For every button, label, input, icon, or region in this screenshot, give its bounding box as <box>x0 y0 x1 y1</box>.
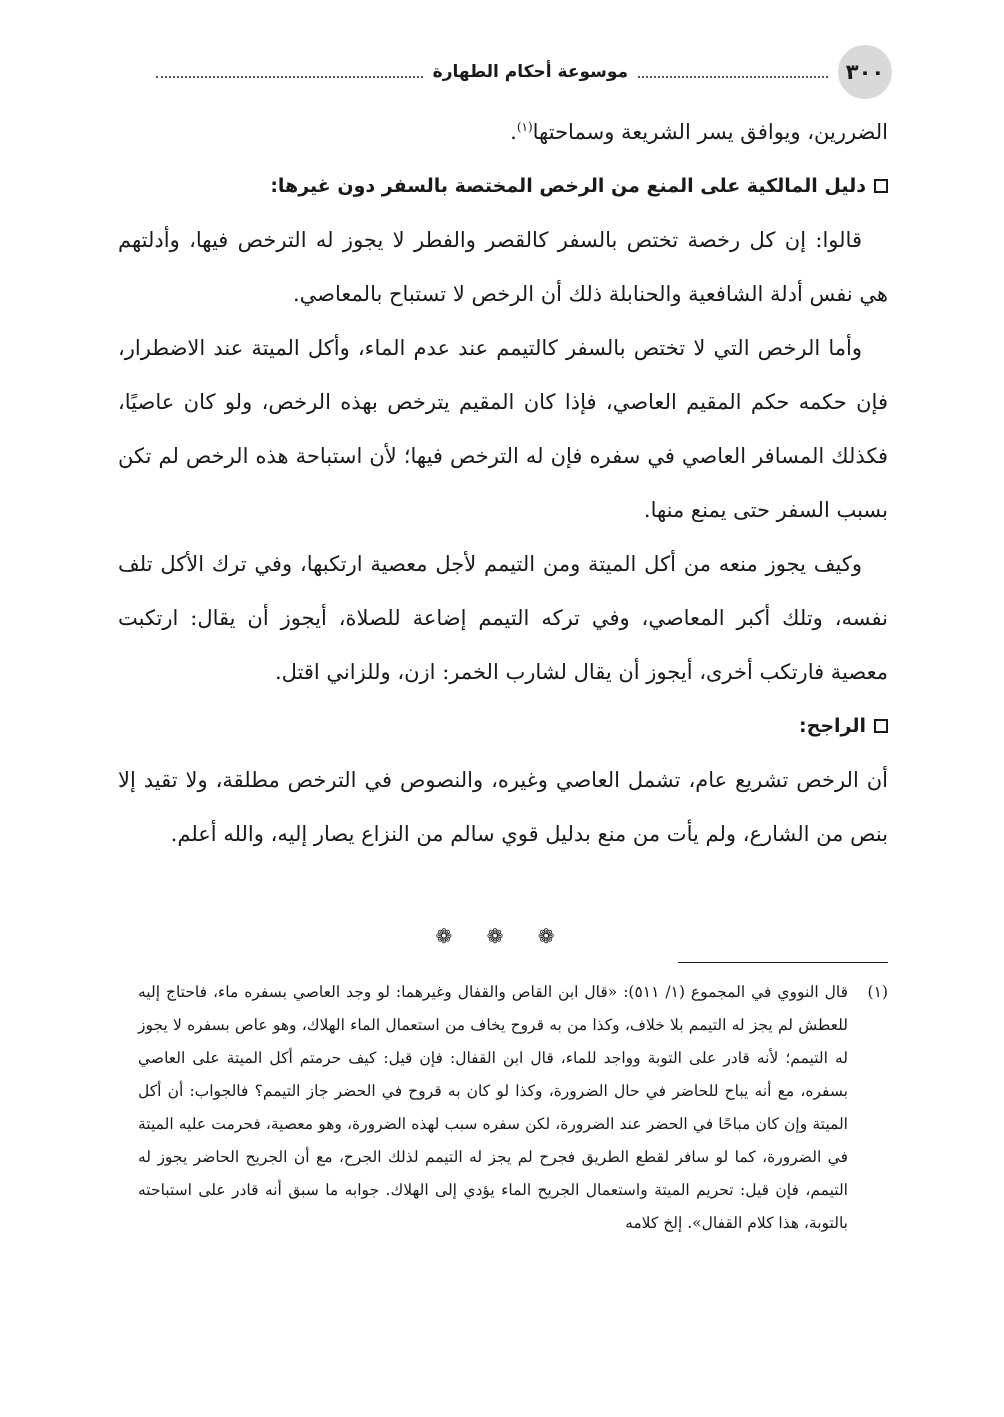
section-heading-preferred-view <box>118 699 888 753</box>
footnote-reference[interactable]: (١) <box>516 120 533 134</box>
heading-text: دليل المالكية على المنع من الرخص المختصة بالسفر دون غيرها: <box>270 175 866 197</box>
running-title: موسوعة أحكام الطهارة <box>432 62 628 82</box>
paragraph-continuation <box>118 105 888 159</box>
footnote <box>138 976 888 1240</box>
paragraph: وأما الرخص التي لا تختص بالسفر كالتيمم عند عدم الماء، وأكل الميتة عند الاضطرار، فإن حكمه حكم المقيم العاصي، فإذا كان المقيم يترخص بهذه الرخص، ولو كان عاصيًا، فكذلك المسافر العاصي في سفره فإن له الترخص فيها؛ لأن استباحة هذه الرخص لم تكن بسبب السفر حتى يمنع منها. <box>118 336 888 522</box>
paragraph: قالوا: إن كل رخصة تختص بالسفر كالقصر والفطر لا يجوز له الترخص فيها، وأدلتهم هي نفس أدلة الشافعية والحنابلة ذلك أن الرخص لا تستباح بالمعاصي. <box>118 228 888 306</box>
heading-text: الراجح: <box>799 715 866 737</box>
page-number-badge: ٣٠٠ <box>838 45 892 99</box>
paragraph: وكيف يجوز منعه من أكل الميتة ومن التيمم لأجل معصية ارتكبها، وفي ترك الأكل تلف نفسه، وتلك أكبر المعاصي، وفي تركه التيمم إضاعة للصلاة، أيجوز أن يقال: ارتكبت معصية فارتكب أخرى، أيجوز أن يقال لشارب الخمر: ازن، وللزاني اقتل. <box>118 552 888 684</box>
square-bullet-icon <box>874 719 888 733</box>
main-text <box>118 105 888 861</box>
square-bullet-icon <box>874 179 888 193</box>
section-heading-maliki-evidence <box>118 159 888 213</box>
section-end-ornament: ❁ ❁ ❁ <box>435 924 569 948</box>
paragraph-text: الضررين، ويوافق يسر الشريعة وسماحتها <box>532 120 888 144</box>
header-dotted-leader-left <box>156 76 423 78</box>
footnote-marker: (١) <box>867 983 888 1001</box>
page-header <box>146 44 892 100</box>
footnote-separator <box>678 962 888 963</box>
header-dotted-leader-right <box>638 76 828 78</box>
paragraph-end-punctuation: . <box>510 120 517 144</box>
paragraph: أن الرخص تشريع عام، تشمل العاصي وغيره، والنصوص في الترخص مطلقة، ولا تقيد إلا بنص من الشارع، ولم يأت من منع بدليل قوي سالم من النزاع يصار إليه، والله أعلم. <box>118 768 888 846</box>
footnote-text: قال النووي في المجموع (١/ ٥١١): «قال ابن القاص والقفال وغيرهما: لو وجد العاصي بسفره ماء، فاحتاج إليه للعطش لم يجز له التيمم بلا خلاف، وكذا من به قروح يخاف من استعمال الماء الهلاك، وهو عاص بسفره لا يجوز له التيمم؛ لأنه قادر على التوبة وواجد للماء، قال ابن القفال: فإن قيل: كيف حرمتم أكل الميتة على العاصي بسفره، مع أنه يباح للحاضر في حال الضرورة، وكذا لو كان به قروح في الحضر جاز التيمم؟ فالجواب: أن أكل الميتة وإن كان مباحًا في الحضر عند الضرورة، لكن سفره سبب لهذه الضرورة، وهو معصية، فحرمت عليه الميتة في الضرورة، كما لو سافر لقطع الطريق فجرح لم يجز له التيمم لذلك الجرح، مع أن الجريح الحاضر يجوز له التيمم، فإن قيل: تحريم الميتة واستعمال الجريح الماء يؤدي إلى الهلاك. جوابه ما سبق أنه قادر على استباحته بالتوبة، هذا كلام القفال». إلخ كلامه <box>138 983 848 1232</box>
